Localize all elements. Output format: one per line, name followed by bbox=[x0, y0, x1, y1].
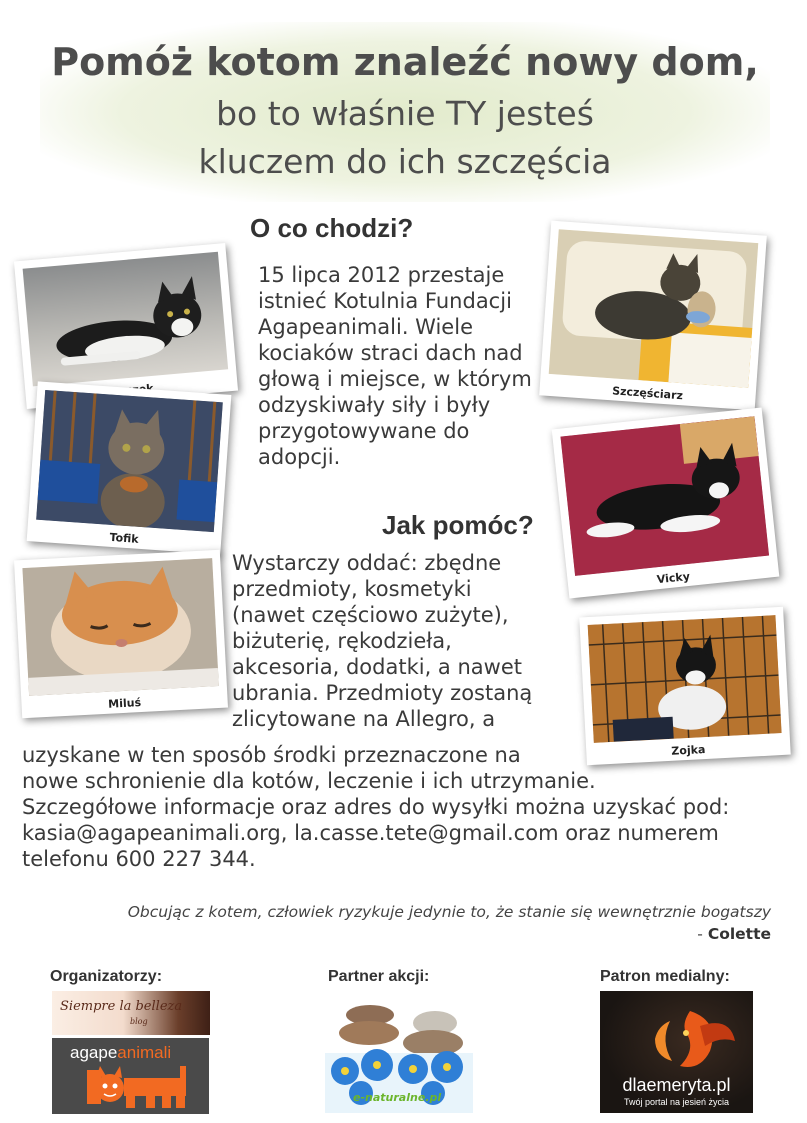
text-line: odzyskiwały siły i były bbox=[258, 393, 491, 417]
text-line: kociaków straci dach nad bbox=[258, 341, 523, 365]
partner-label: Partner akcji: bbox=[328, 968, 430, 985]
cat-caption: Zojka bbox=[671, 743, 706, 758]
text-line: przygotowywane do bbox=[258, 419, 470, 443]
quote-text: Obcując z kotem, człowiek ryzykuje jedynie to, że stanie się wewnętrznie bogatszy bbox=[127, 903, 771, 921]
help-paragraph-wide bbox=[22, 742, 792, 872]
text-line: zlicytowane na Allegro, a bbox=[232, 707, 496, 731]
text-line: akcesoria, dodatki, a nawet bbox=[232, 655, 522, 679]
orange-cat-icon bbox=[52, 1038, 209, 1114]
siempre-la-belleza-logo bbox=[52, 991, 210, 1035]
quote-attribution bbox=[128, 925, 771, 943]
cat-illustration bbox=[560, 416, 769, 576]
section-heading-about: O co chodzi? bbox=[250, 213, 414, 243]
title-banner bbox=[40, 22, 770, 202]
text-line: kasia@agapeanimali.org, la.casse.tete@gmail.com oraz numerem bbox=[22, 821, 719, 845]
logo-text: Siempre la belleza bbox=[60, 999, 183, 1014]
logo-text-part: agape bbox=[70, 1043, 118, 1062]
cat-image bbox=[560, 416, 769, 576]
text-line: Szczegółowe informacje oraz adres do wysyłki można uzyskać pod: bbox=[22, 795, 730, 819]
cat-illustration bbox=[36, 390, 223, 532]
dlaemeryta-logo bbox=[600, 991, 753, 1113]
help-paragraph-narrow bbox=[232, 550, 562, 732]
cat-caption: Miluś bbox=[107, 696, 142, 711]
text-line: (nawet częściowo zużyte), bbox=[232, 603, 509, 627]
quote-dash: - bbox=[697, 925, 708, 943]
cat-image bbox=[549, 229, 759, 388]
text-line: Agapeanimali. Wiele bbox=[258, 315, 473, 339]
organizers-label: Organizatorzy: bbox=[50, 968, 163, 985]
cat-illustration bbox=[23, 252, 229, 387]
cat-photo-szczesciarz bbox=[539, 221, 767, 411]
text-line: uzyskane w ten sposób środki przeznaczone na bbox=[22, 743, 521, 767]
title-line-1: Pomóż kotom znaleźć nowy dom, bbox=[51, 40, 759, 84]
text-line: ubrania. Przedmioty zostaną bbox=[232, 681, 533, 705]
text-line: istnieć Kotulnia Fundacji bbox=[258, 289, 512, 313]
cat-image bbox=[23, 252, 229, 387]
cat-photo-zojka bbox=[579, 607, 790, 765]
logo-text: e-naturalne.pl bbox=[353, 1091, 442, 1104]
cat-image bbox=[36, 390, 223, 532]
cat-caption: Vicky bbox=[656, 569, 691, 587]
cat-illustration bbox=[22, 558, 218, 696]
text-line: adopcji. bbox=[258, 445, 341, 469]
text-line: 15 lipca 2012 przestaje bbox=[258, 263, 505, 287]
cat-photo-milus bbox=[14, 550, 228, 719]
cat-illustration bbox=[549, 229, 759, 388]
cat-image bbox=[22, 558, 218, 696]
cat-image bbox=[588, 615, 782, 743]
title-line-3: kluczem do ich szczęścia bbox=[198, 142, 612, 181]
cat-illustration bbox=[588, 615, 782, 743]
text-line: przedmioty, kosmetyki bbox=[232, 577, 472, 601]
logo-subtext: blog bbox=[130, 1017, 148, 1026]
title-line-2: bo to właśnie TY jesteś bbox=[216, 94, 594, 133]
text-line: telefonu 600 227 344. bbox=[22, 847, 256, 871]
patron-label: Patron medialny: bbox=[600, 968, 730, 985]
section-heading-help: Jak pomóc? bbox=[382, 510, 534, 540]
cat-caption: Szczęściarz bbox=[611, 384, 684, 403]
logo-text: dlaemeryta.pl bbox=[622, 1075, 731, 1095]
quote-author: Colette bbox=[707, 925, 771, 943]
logo-subtext: Twój portal na jesień życia bbox=[623, 1097, 730, 1107]
text-line: nowe schronienie dla kotów, leczenie i ich utrzymanie. bbox=[22, 769, 596, 793]
quote-block bbox=[128, 903, 771, 943]
cat-photo-vicky bbox=[552, 407, 780, 598]
cat-photo-tofik bbox=[27, 381, 232, 554]
logo-text-part: animali bbox=[117, 1043, 172, 1062]
text-line: biżuterię, rękodzieła, bbox=[232, 629, 452, 653]
e-naturalne-logo bbox=[325, 993, 473, 1113]
text-line: głową i miejsce, w którym bbox=[258, 367, 532, 391]
agapeanimali-logo bbox=[52, 1038, 209, 1114]
about-paragraph bbox=[258, 262, 548, 470]
text-line: Wystarczy oddać: zbędne bbox=[232, 551, 502, 575]
cat-caption: Tofik bbox=[109, 530, 140, 546]
